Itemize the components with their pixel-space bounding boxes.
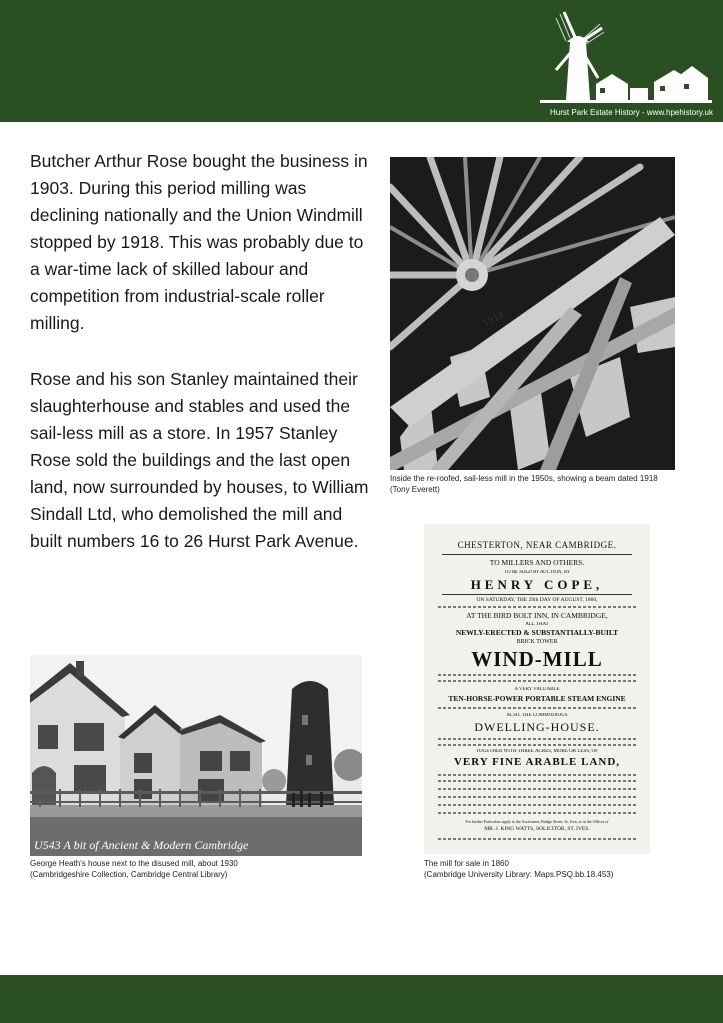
body-paragraph-2: Rose and his son Stanley maintained their slaughterhouse and stables and used the sail-less mill as a store. In 1957 Stanley Rose sold the buildings and the last open land, now surrounded by houses, to William Sindall Ltd, who demolished the mill and built numbers 16 to 26 Hurst Park Avenue. [30, 369, 369, 551]
mill-interior-photo [390, 157, 675, 470]
poster-line-9: BRICK TOWER [516, 639, 558, 645]
postcard-inscription: U543 A bit of Ancient & Modern Cambridge [34, 838, 249, 852]
windmill-logo-icon [536, 8, 716, 108]
poster-line-8: NEWLY-ERECTED & SUBSTANTIALLY-BUILT [455, 628, 619, 637]
interior-photo-caption [390, 473, 658, 495]
poster-line-17: For further Particulars apply to the Auctioneer, Bridge Street, St. Ives; or at the Offices of [465, 819, 609, 824]
sale-poster-image [424, 524, 650, 854]
site-tagline: Hurst Park Estate History - www.hpehistory.uk [549, 108, 713, 117]
house-caption-line-1: George Heath's house next to the disused mill, about 1930 [30, 859, 238, 868]
poster-line-7: ALL THAT [525, 622, 549, 627]
poster-caption-line-1: The mill for sale in 1860 [424, 859, 509, 868]
poster-line-15: TOGETHER WITH THREE ACRES, MORE OR LESS, OF [476, 749, 598, 754]
poster-line-12: TEN-HORSE-POWER PORTABLE STEAM ENGINE [448, 694, 626, 703]
poster-line-6: AT THE BIRD BOLT INN, IN CAMBRIDGE, [466, 611, 608, 620]
poster-line-13: ALSO, THE COMMODIOUS [506, 713, 568, 718]
interior-caption-line-2: (Tony Everett) [390, 485, 440, 494]
mill-interior-image [390, 157, 675, 470]
poster-line-2: TO MILLERS AND OTHERS. [489, 558, 585, 567]
house-and-mill-image [30, 655, 362, 856]
poster-line-18: MR. J. KING WATTS, SOLICITOR, ST. IVES. [484, 826, 590, 832]
poster-line-16: VERY FINE ARABLE LAND, [453, 756, 621, 768]
poster-caption [424, 858, 613, 880]
poster-line-1: CHESTERTON, NEAR CAMBRIDGE. [457, 540, 617, 550]
poster-line-5: ON SATURDAY, THE 29th DAY OF AUGUST, 1860, [476, 597, 598, 603]
beam-date-text: 1918 [480, 308, 506, 330]
heath-house-photo [30, 655, 362, 856]
interior-caption-line-1: Inside the re-roofed, sail-less mill in the 1950s, showing a beam dated 1918 [390, 474, 658, 483]
poster-line-14: DWELLING-HOUSE. [474, 720, 600, 734]
poster-line-11: A VERY VALUABLE [514, 687, 560, 692]
poster-caption-line-2: (Cambridge University Library: Maps.PSQ.bb.18.453) [424, 870, 614, 879]
poster-line-4: HENRY COPE, [470, 577, 604, 592]
body-paragraph-1: Butcher Arthur Rose bought the business in 1903. During this period milling was declining nationally and the Union Windmill stopped by 1918. This was probably due to a war-time lack of skilled labour and competition from industrial-scale roller milling. [30, 151, 368, 333]
house-photo-caption [30, 858, 238, 880]
footer-bar [0, 975, 723, 1023]
poster-line-3: TO BE SOLD BY AUCTION, BY [504, 570, 570, 575]
house-caption-line-2: (Cambridgeshire Collection, Cambridge Central Library) [30, 870, 228, 879]
poster-line-10: WIND-MILL [471, 647, 603, 671]
header-bar [0, 0, 723, 122]
